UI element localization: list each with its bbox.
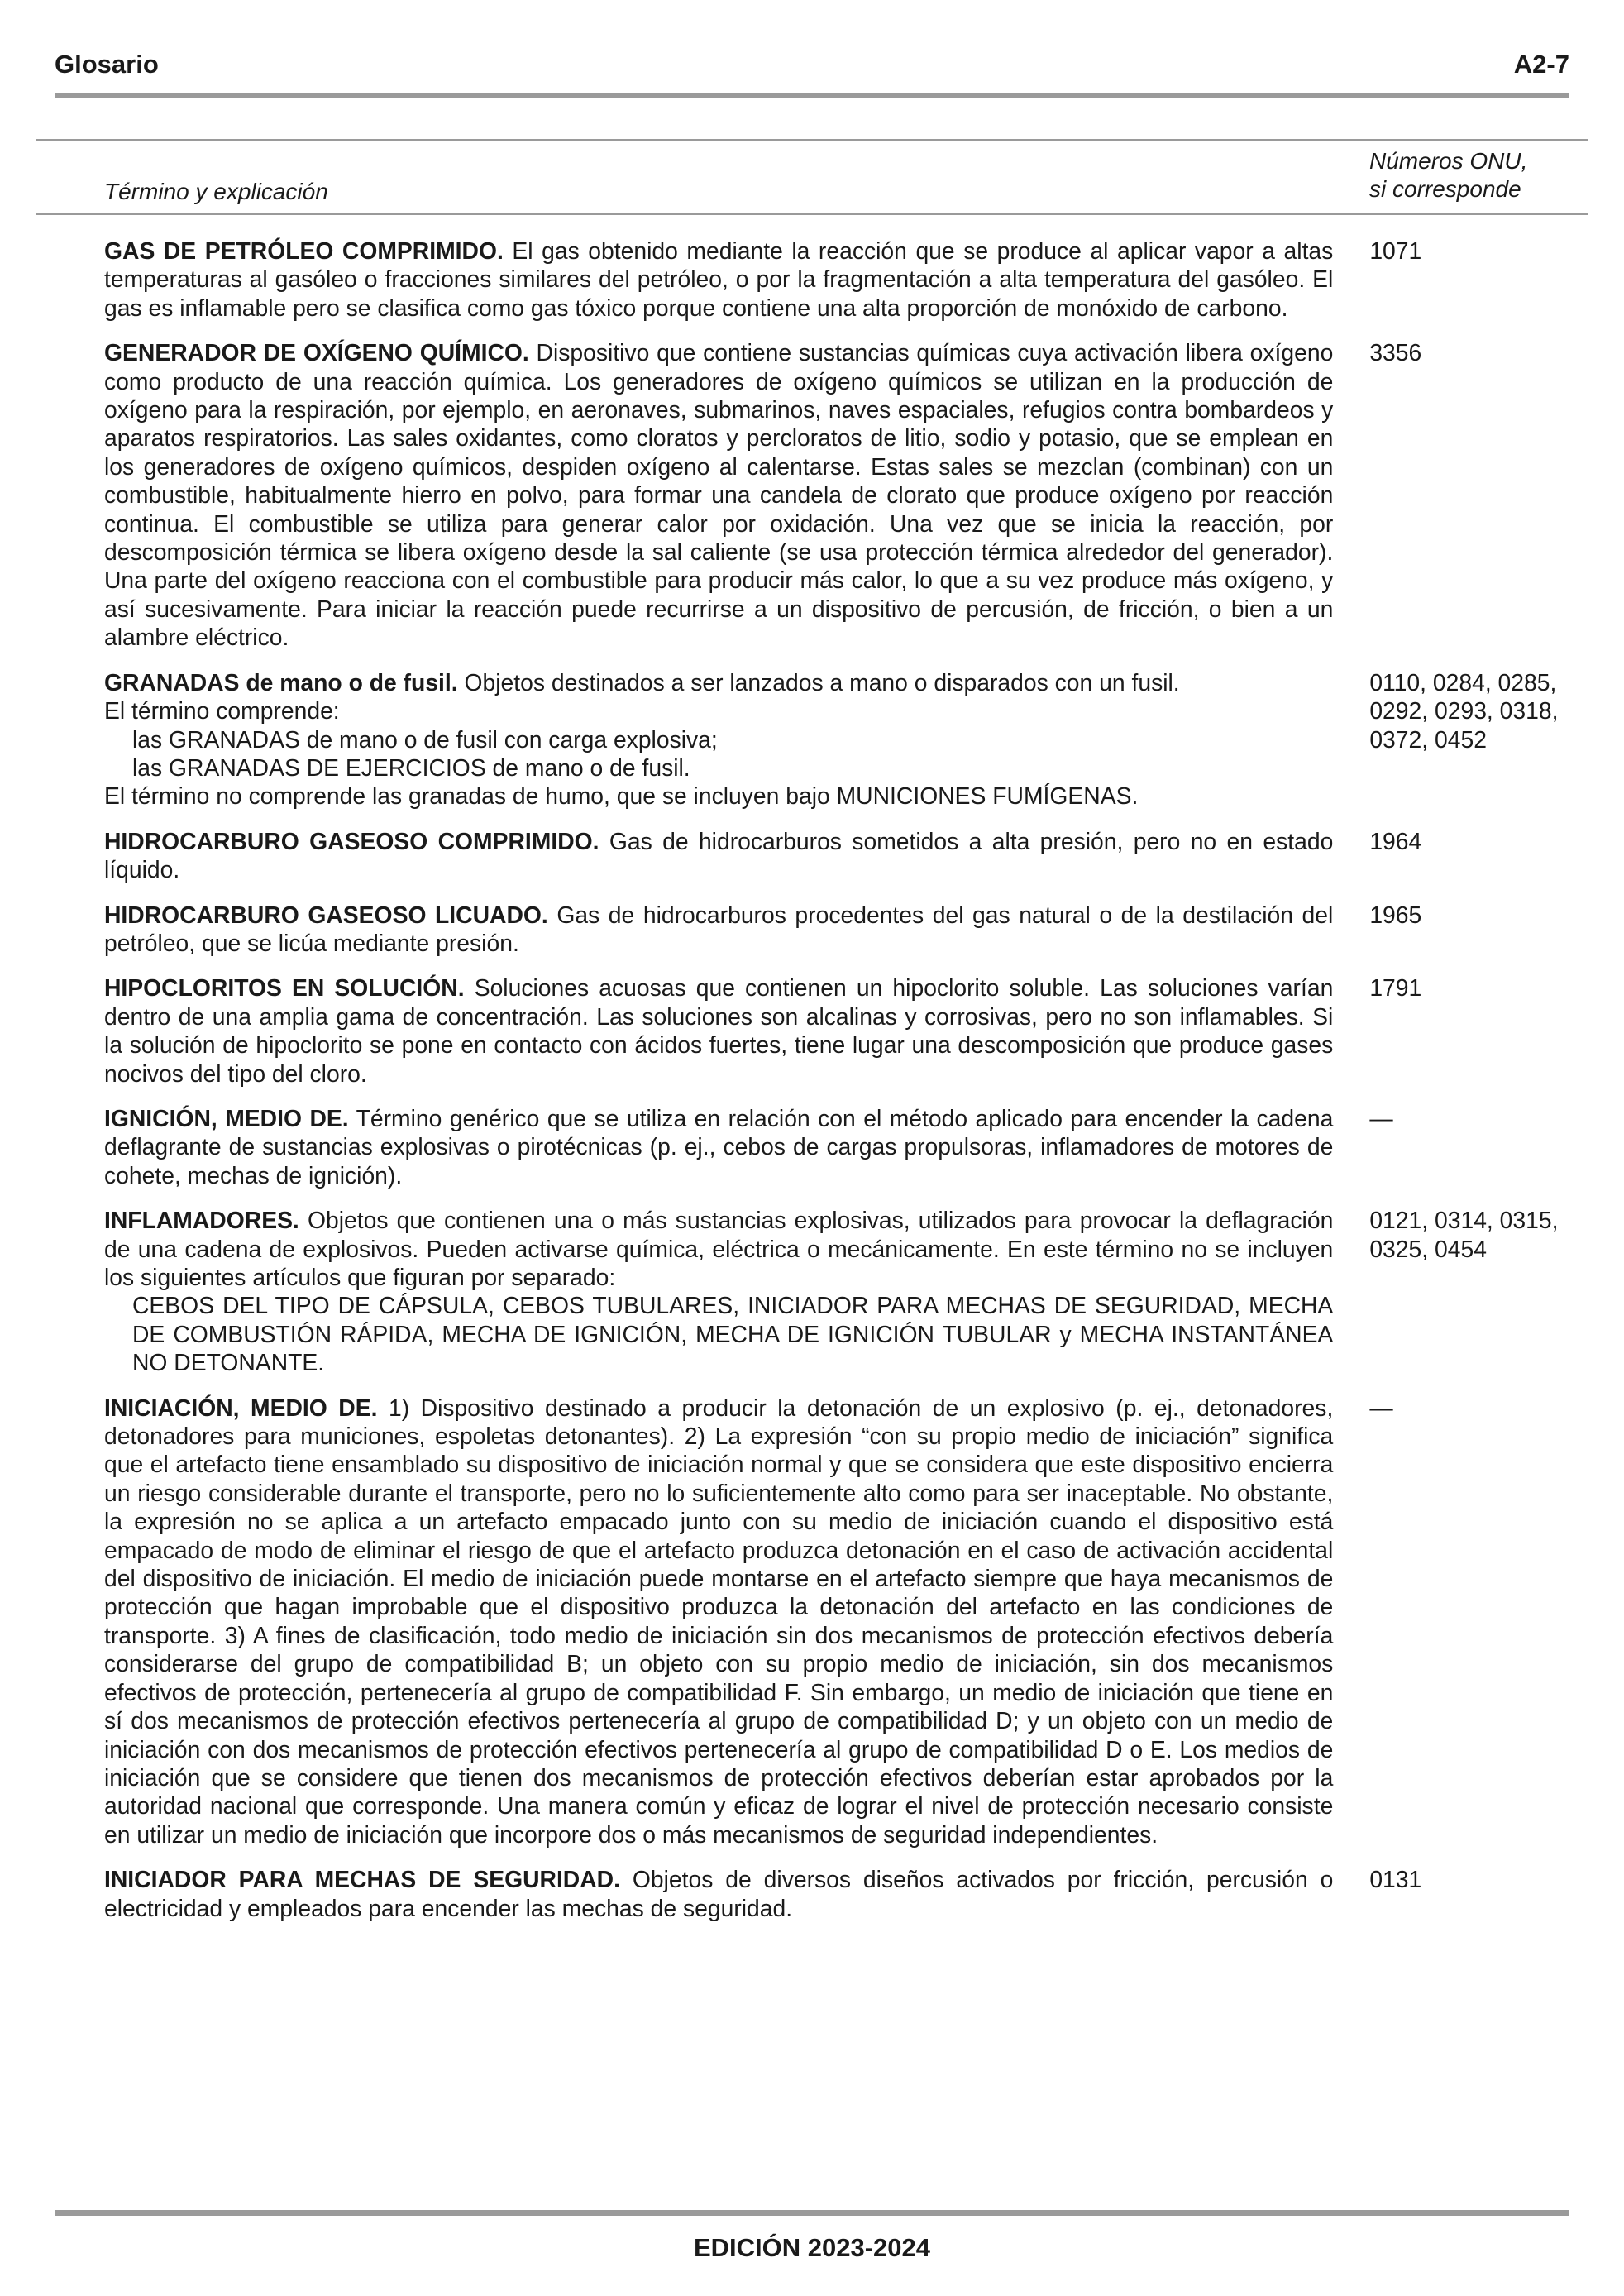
entry-body — [104, 827, 1333, 884]
entry-un-numbers: 1964 — [1369, 827, 1422, 854]
entry-term: INICIACIÓN, MEDIO DE. — [104, 1394, 378, 1421]
entry-un-numbers: 0131 — [1369, 1866, 1422, 1893]
entry-un-numbers: 1071 — [1369, 237, 1422, 264]
entry-subitem: las GRANADAS de mano o de fusil con carga explosiva; — [132, 725, 718, 753]
glossary-entry — [104, 1394, 1593, 1849]
glossary-entry — [104, 827, 1593, 884]
glossary-entries — [104, 237, 1593, 1939]
term-column-label: Término y explicación — [104, 179, 328, 204]
entry-un-numbers: 0110, 0284, 0285, 0292, 0293, 0318, 0372, 0452 — [1369, 668, 1559, 753]
entry-term: HIDROCARBURO GASEOSO COMPRIMIDO. — [104, 827, 599, 854]
entry-term: IGNICIÓN, MEDIO DE. — [104, 1104, 349, 1131]
entry-text: Soluciones acuosas que contienen un hipoclorito soluble. Las soluciones varían dentro de una amplia gama de concentración. Las soluciones son alcalinas y corrosivas, pero no son inflamables. Si la solución de hipoclorito se pone en contacto con ácidos fuertes, tiene lugar una descomposición que produce gases nocivos del tipo del cloro. — [104, 974, 1334, 1087]
glossary-entry — [104, 338, 1593, 651]
entry-body — [104, 338, 1333, 651]
entry-term: HIDROCARBURO GASEOSO LICUADO. — [104, 901, 548, 928]
entry-un-numbers: 0121, 0314, 0315, 0325, 0454 — [1369, 1207, 1559, 1262]
header-rule — [55, 93, 1569, 98]
entry-term: HIPOCLORITOS EN SOLUCIÓN. — [104, 974, 465, 1002]
entry-term: INICIADOR PARA MECHAS DE SEGURIDAD. — [104, 1866, 620, 1893]
glossary-entry — [104, 237, 1593, 322]
un-column-label-line2: si corresponde — [1369, 176, 1521, 202]
entry-text: Gas de hidrocarburos sometidos a alta presión, pero no en estado líquido. — [104, 827, 1334, 883]
entry-body — [104, 1394, 1333, 1849]
entry-body — [104, 237, 1333, 322]
entry-text: El gas obtenido mediante la reacción que se produce al aplicar vapor a altas temperaturas al gasóleo o fracciones similares del petróleo, o por la fragmentación a alta temperatura del gasóleo. El gas es inflamable pero se clasifica como gas tóxico porque contiene una alta proporción de monóxido de carbono. — [104, 237, 1334, 321]
entry-un-numbers: — — [1369, 1104, 1393, 1131]
footer-rule — [55, 2210, 1569, 2216]
entry-term: GAS DE PETRÓLEO COMPRIMIDO. — [104, 237, 504, 264]
entry-body — [104, 1865, 1333, 1922]
glossary-entry — [104, 1865, 1593, 1922]
section-title: Glosario — [55, 50, 159, 79]
entry-un-numbers: 1791 — [1369, 974, 1422, 1002]
page-number: A2-7 — [1513, 50, 1569, 79]
entry-body — [104, 901, 1333, 958]
entry-term: INFLAMADORES. — [104, 1207, 299, 1234]
entry-body — [104, 668, 1333, 811]
entry-body — [104, 1206, 1333, 1376]
glossary-entry — [104, 668, 1593, 811]
entry-line: El término no comprende las granadas de humo, que se incluyen bajo MUNICIONES FUMÍGENAS. — [104, 782, 1139, 810]
entry-term: GRANADAS de mano o de fusil. — [104, 668, 458, 696]
entry-body — [104, 1104, 1333, 1189]
entry-un-numbers: 1965 — [1369, 901, 1422, 928]
glossary-entry — [104, 901, 1593, 958]
entry-subitem: las GRANADAS DE EJERCICIOS de mano o de fusil. — [132, 753, 690, 781]
entry-text: Dispositivo que contiene sustancias químicas cuya activación libera oxígeno como producto de una reacción química. Los generadores de oxígeno químicos se utilizan en la producción de oxígeno para la respiración, por ejemplo, en aeronaves, submarinos, naves espaciales, refugios contra bombardeos y aparatos respiratorios. Las sales oxidantes, como cloratos y percloratos de litio, sodio y potasio, que se emplean en los generadores de oxígeno químicos, despiden oxígeno al calentarse. Estas sales se mezclan (combinan) con un combustible, habitualmente hierro en polvo, para formar una candela de clorato que produce oxígeno por reacción continua. El combustible se utiliza para generar calor por oxidación. Una vez que se inicia la reacción, por descomposición térmica se libera oxígeno desde la sal caliente (se usa protección térmica alrededor del generador). Una parte del oxígeno reacciona con el combustible para producir más calor, lo que a su vez produce más oxígeno, y así sucesivamente. Para iniciar la reacción puede recurrirse a un dispositivo de percusión, de fricción, o bien a un alambre eléctrico. — [104, 339, 1334, 651]
page-header — [55, 48, 1569, 81]
glossary-entry — [104, 1104, 1593, 1189]
entry-text: Término genérico que se utiliza en relación con el método aplicado para encender la cadena deflagrante de sustancias explosivas o pirotécnicas (p. ej., cebos de cargas propulsoras, inflamadores de motores de cohete, mechas de ignición). — [104, 1104, 1334, 1189]
column-header — [36, 139, 1588, 215]
entry-body — [104, 973, 1333, 1088]
entry-text: Objetos destinados a ser lanzados a mano o disparados con un fusil. — [457, 668, 1180, 696]
un-column-label — [1369, 147, 1527, 203]
glossary-entry — [104, 1206, 1593, 1376]
un-column-label-line1: Números ONU, — [1369, 148, 1528, 174]
entry-un-numbers: — — [1369, 1394, 1393, 1421]
entry-text: 1) Dispositivo destinado a producir la detonación de un explosivo (p. ej., detonadores, detonadores para municiones, espoletas detonantes). 2) La expresión “con su propio medio de iniciación” significa que el artefacto tiene ensamblado su dispositivo de iniciación normal y que se considera que este dispositivo encierra un riesgo considerable durante el transporte, pero no lo suficientemente alto como para ser inaceptable. No obstante, la expresión no se aplica a un artefacto empacado junto con su medio de iniciación cuando el dispositivo está empacado de modo de eliminar el riesgo de que el artefacto produzca detonación en el caso de activación accidental del dispositivo de iniciación. El medio de iniciación puede montarse en el artefacto siempre que haya mecanismos de protección que hagan improbable que el dispositivo produzca la detonación del artefacto en las condiciones de transporte. 3) A fines de clasificación, todo medio de iniciación sin dos mecanismos de protección efectivos debería considerarse del grupo de compatibilidad B; un objeto con su propio medio de iniciación, sin dos mecanismos efectivos de protección, pertenecería al grupo de compatibilidad F. Sin embargo, un medio de iniciación que tiene en sí dos mecanismos de protección efectivos pertenecería al grupo de compatibilidad D; y un objeto con un medio de iniciación con dos mecanismos de protección efectivos pertenecería al grupo de compatibilidad D o E. Los medios de iniciación que se considere que tienen dos mecanismos de protección efectivos deberían estar aprobados por la autoridad nacional que corresponde. Una manera común y eficaz de lograr el nivel de protección necesario consiste en utilizar un medio de iniciación que incorpore dos o más mecanismos de seguridad independientes. — [104, 1394, 1334, 1848]
entry-text: Objetos de diversos diseños activados por fricción, percusión o electricidad y empleados para encender las mechas de seguridad. — [104, 1866, 1334, 1921]
entry-text: Objetos que contienen una o más sustancias explosivas, utilizados para provocar la deflagración de una cadena de explosivos. Pueden activarse química, eléctrica o mecánicamente. En este término no se incluyen los siguientes artículos que figuran por separado: — [104, 1207, 1334, 1290]
glossary-entry — [104, 973, 1593, 1088]
entry-term: GENERADOR DE OXÍGENO QUÍMICO. — [104, 339, 529, 366]
edition-footer: EDICIÓN 2023-2024 — [693, 2233, 931, 2262]
entry-subitem: CEBOS DEL TIPO DE CÁPSULA, CEBOS TUBULARES, INICIADOR PARA MECHAS DE SEGURIDAD, MECHA DE COMBUSTIÓN RÁPIDA, MECHA DE IGNICIÓN, MECHA DE IGNICIÓN TUBULAR y MECHA INSTANTÁNEA NO DETONANTE. — [132, 1292, 1334, 1376]
entry-line: El término comprende: — [104, 697, 340, 725]
entry-text: Gas de hidrocarburos procedentes del gas natural o de la destilación del petróleo, que se licúa mediante presión. — [104, 901, 1334, 956]
entry-un-numbers: 3356 — [1369, 339, 1422, 366]
